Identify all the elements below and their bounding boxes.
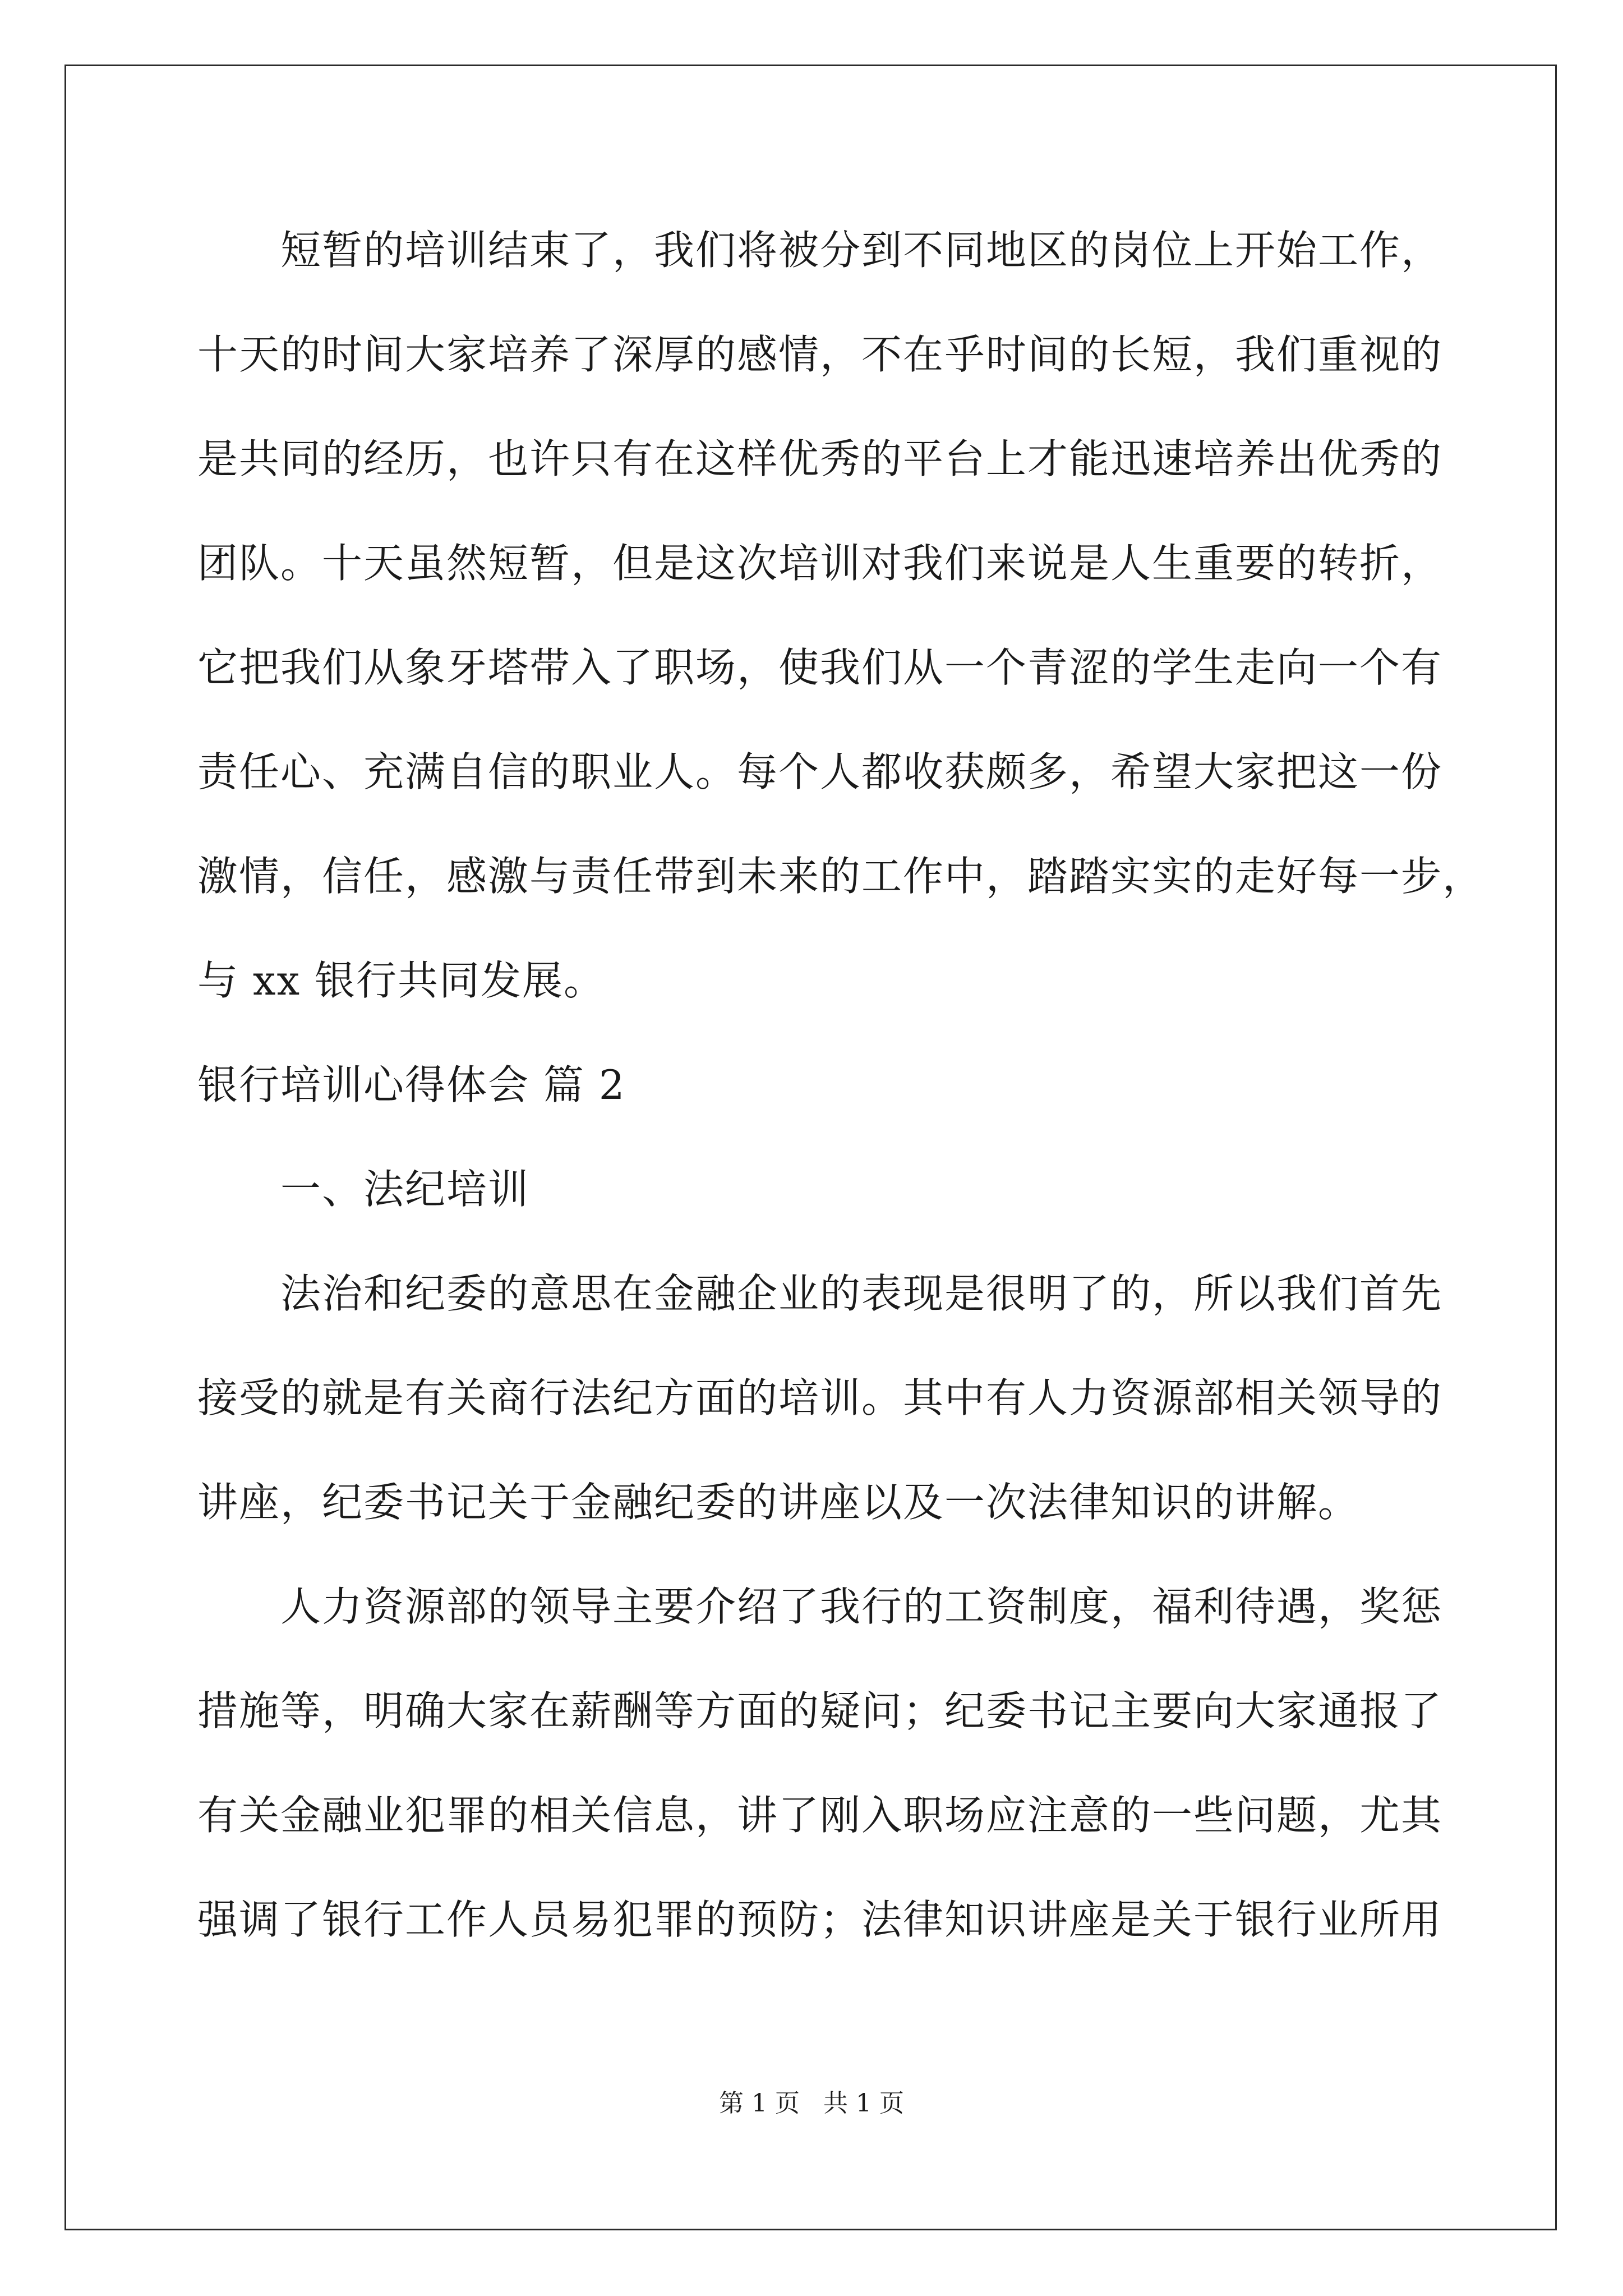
paragraph-line: 人力资源部的领导主要介绍了我行的工资制度，福利待遇，奖惩 bbox=[280, 1583, 1443, 1630]
paragraph-line: 接受的就是有关商行法纪方面的培训。其中有人力资源部相关领导的 bbox=[197, 1374, 1443, 1421]
section-heading: 银行培训心得体会 篇 2 bbox=[197, 1061, 626, 1108]
paragraph-line: 强调了银行工作人员易犯罪的预防；法律知识讲座是关于银行业所用 bbox=[197, 1896, 1443, 1943]
paragraph-line: 法治和纪委的意思在金融企业的表现是很明了的，所以我们首先 bbox=[280, 1270, 1443, 1317]
subsection-heading: 一、法纪培训 bbox=[280, 1166, 530, 1213]
paragraph-line: 责任心、充满自信的职业人。每个人都收获颇多，希望大家把这一份 bbox=[197, 748, 1443, 795]
paragraph-line: 讲座，纪委书记关于金融纪委的讲座以及一次法律知识的讲解。 bbox=[197, 1479, 1360, 1526]
paragraph-line: 激情，信任，感激与责任带到未来的工作中，踏踏实实的走好每一步， bbox=[197, 853, 1484, 900]
paragraph-line: 有关金融业犯罪的相关信息，讲了刚入职场应注意的一些问题，尤其 bbox=[197, 1792, 1443, 1839]
paragraph-line: 是共同的经历，也许只有在这样优秀的平台上才能迅速培养出优秀的 bbox=[197, 435, 1443, 482]
page-footer: 第 1 页 共 1 页 bbox=[719, 2089, 904, 2118]
paragraph-line: 短暂的培训结束了，我们将被分到不同地区的岗位上开始工作， bbox=[280, 227, 1443, 274]
paragraph-line: 十天的时间大家培养了深厚的感情，不在乎时间的长短，我们重视的 bbox=[197, 331, 1443, 378]
paragraph-line: 团队。十天虽然短暂，但是这次培训对我们来说是人生重要的转折， bbox=[197, 540, 1443, 587]
paragraph-line: 它把我们从象牙塔带入了职场，使我们从一个青涩的学生走向一个有 bbox=[197, 644, 1443, 691]
paragraph-line: 措施等，明确大家在薪酬等方面的疑问；纪委书记主要向大家通报了 bbox=[197, 1687, 1443, 1734]
paragraph-line: 与 xx 银行共同发展。 bbox=[197, 957, 605, 1004]
